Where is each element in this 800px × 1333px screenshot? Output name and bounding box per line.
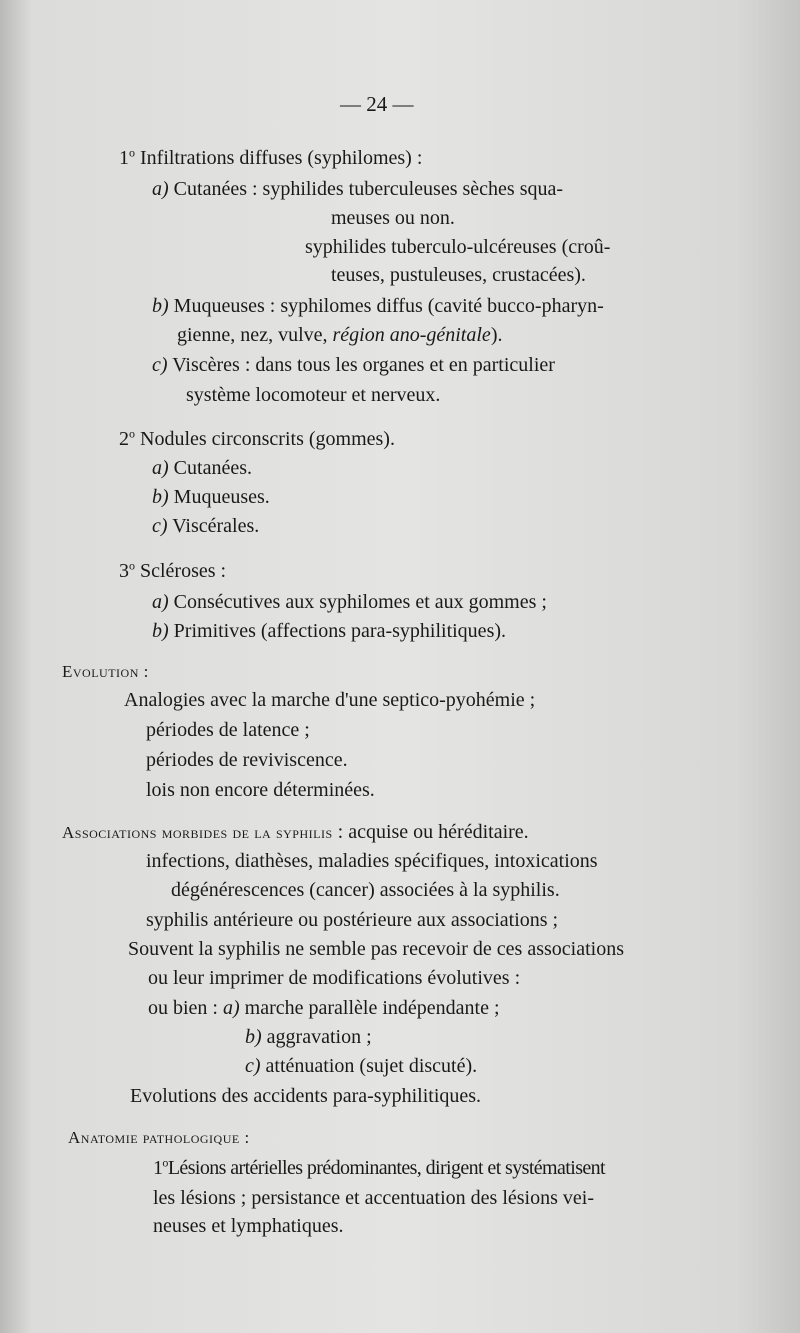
section-1-title: 1$^o$ Infiltrations diffuses (syphilomes) : [119,145,423,169]
section-2b: b) Muqueuses. [152,486,270,508]
evolution-heading: Evolution : [62,662,149,681]
section-1a-line-4: teuses, pustuleuses, crustacées). [331,264,586,286]
section-3a: a) Consécutives aux syphilomes et aux gommes ; [152,591,547,613]
evolution-line-2: périodes de latence ; [146,719,310,741]
associations-line-6: ou bien : a) marche parallèle indépendante ; [148,997,500,1019]
section-1a-line-1: a) Cutanées : syphilides tuberculeuses sèches squa- [152,178,564,200]
section-3-title: 3$^o$ Scléroses : [119,558,227,582]
section-1b-line-2: gienne, nez, vulve, région ano-génitale). [177,324,503,346]
associations-line-7: b) aggravation ; [245,1026,372,1048]
section-1a-line-3: syphilides tuberculo-ulcéreuses (croû- [305,236,611,258]
associations-line-2: dégénérescences (cancer) associées à la syphilis. [171,879,560,901]
anatomie-line-2: les lésions ; persistance et accentuation des lésions vei- [153,1187,594,1209]
evolution-line-3: périodes de reviviscence. [146,749,348,771]
associations-line-1: infections, diathèses, maladies spécifiques, intoxications [146,850,598,872]
anatomie-heading: Anatomie pathologique : [68,1128,250,1147]
page-number: — 24 — [340,92,414,116]
section-2-title: 2$^o$ Nodules circonscrits (gommes). [119,426,395,450]
associations-line-4: Souvent la syphilis ne semble pas recevoir de ces associations [128,938,624,960]
associations-line-9: Evolutions des accidents para-syphilitiques. [130,1085,482,1107]
evolution-line-4: lois non encore déterminées. [146,779,375,801]
section-1c-line-2: système locomoteur et nerveux. [186,384,441,406]
section-2a: a) Cutanées. [152,457,252,479]
evolution-line-1: Analogies avec la marche d'une septico-pyohémie ; [124,689,536,711]
associations-line-8: c) atténuation (sujet discuté). [245,1055,478,1077]
anatomie-line-3: neuses et lymphatiques. [153,1215,344,1237]
associations-line-3: syphilis antérieure ou postérieure aux associations ; [146,909,559,931]
anatomie-line-1: 1$^o$Lésions artérielles prédominantes, dirigent et systématisent [153,1155,606,1179]
section-1b-line-1: b) Muqueuses : syphilomes diffus (cavité bucco-pharyn- [152,295,604,317]
associations-heading: Associations morbides de la syphilis : acquise ou héréditaire. [62,821,529,843]
section-2c: c) Viscérales. [152,515,260,537]
associations-line-5: ou leur imprimer de modifications évolutives : [148,967,521,989]
section-3b: b) Primitives (affections para-syphilitiques). [152,620,507,642]
section-1c-line-1: c) Viscères : dans tous les organes et en particulier [152,354,555,376]
section-1a-line-2: meuses ou non. [331,207,455,229]
